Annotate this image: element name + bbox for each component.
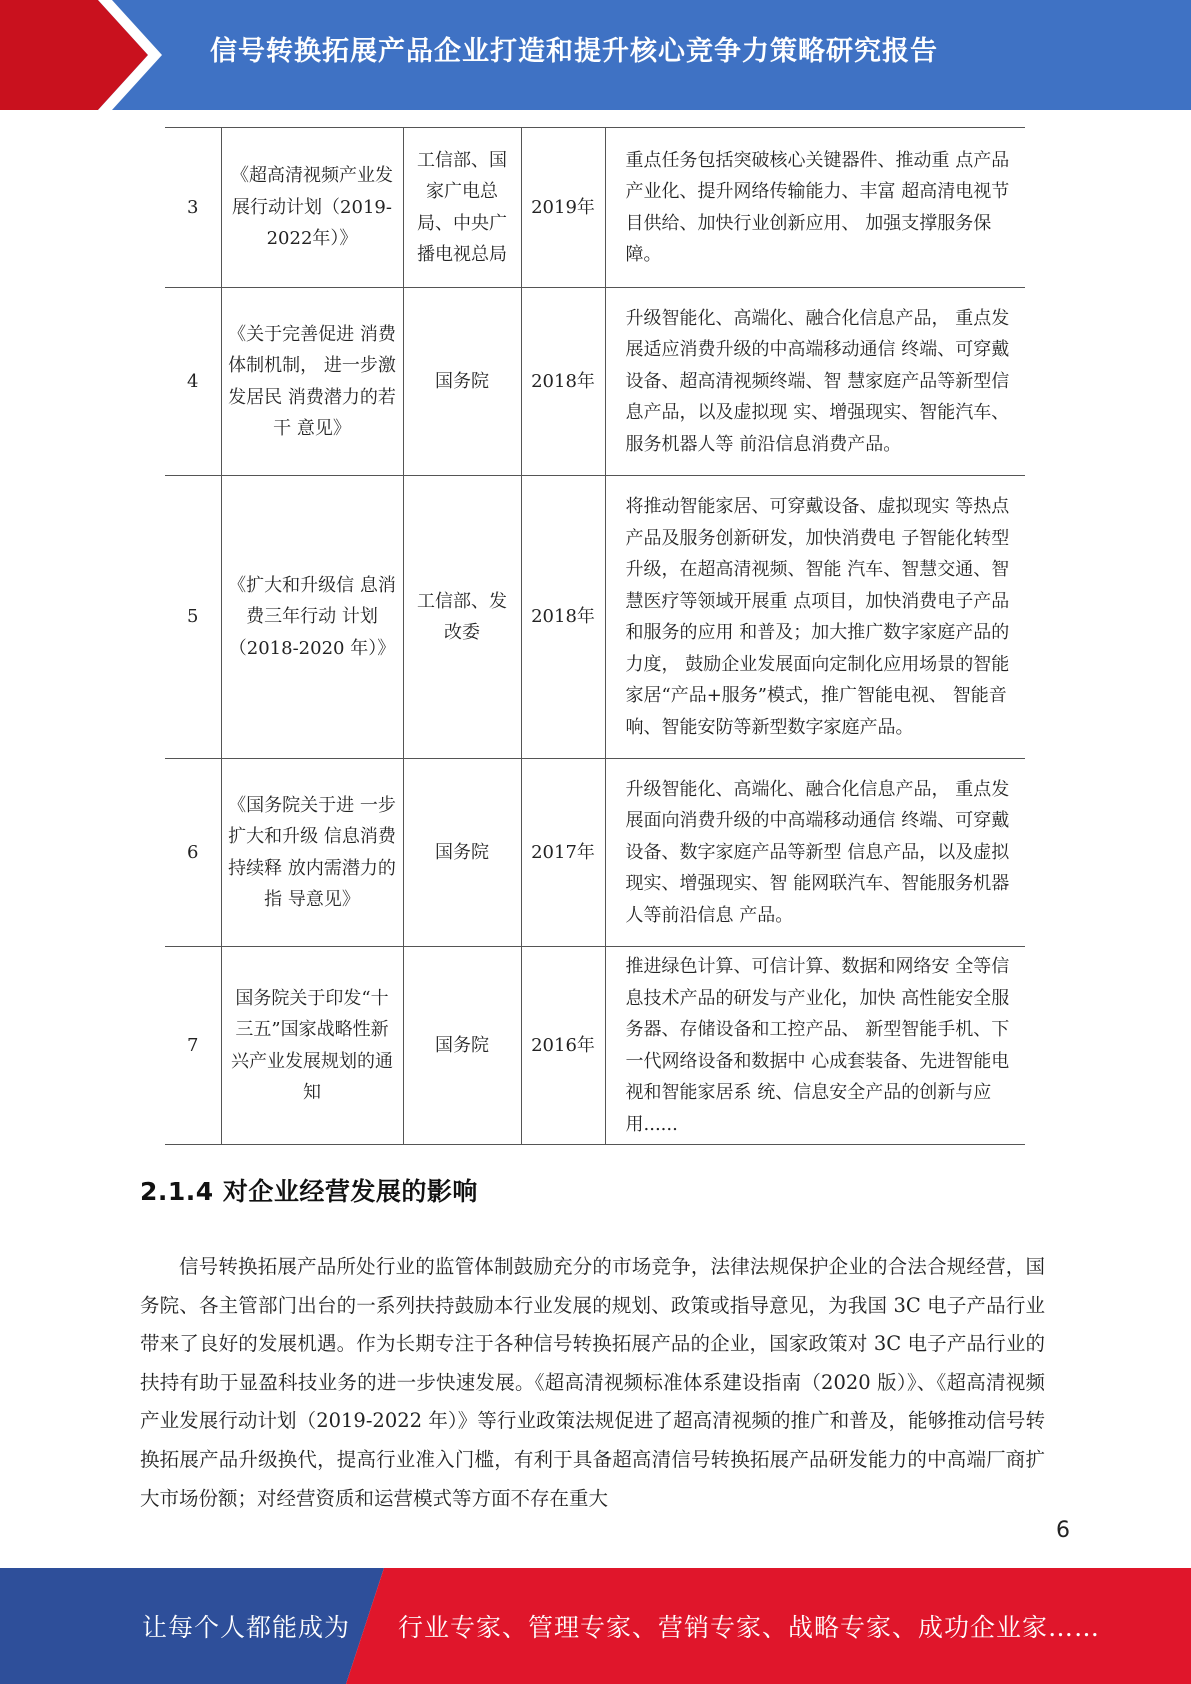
table-row <box>165 947 1025 1145</box>
issue-year: 2018年 <box>521 288 605 476</box>
issue-year: 2019年 <box>521 128 605 288</box>
policy-content: 推进绿色计算、可信计算、数据和网络安 全等信息技术产品的研发与产业化，加快 高性能安全服务器、存储设备和工控产品、 新型智能手机、下一代网络设备和数据中 心成套装备、先进智能电视和智能家居系 统、信息安全产品的创新与应用...... <box>605 947 1025 1145</box>
row-number: 5 <box>165 476 221 759</box>
issue-year: 2016年 <box>521 947 605 1145</box>
footer-slogan-right: 行业专家、管理专家、营销专家、战略专家、成功企业家…… <box>398 1613 1101 1642</box>
table-row <box>165 759 1025 947</box>
issuing-org: 国务院 <box>403 947 521 1145</box>
policy-table <box>165 127 1025 1145</box>
row-number: 7 <box>165 947 221 1145</box>
table-row <box>165 476 1025 759</box>
policy-content: 升级智能化、高端化、融合化信息产品， 重点发展面向消费升级的中高端移动通信 终端、可穿戴设备、数字家庭产品等新型 信息产品，以及虚拟现实、增强现实、智 能网联汽车、智能服务机器人等前沿信息 产品。 <box>605 759 1025 947</box>
section-heading: 2.1.4 对企业经营发展的影响 <box>140 1177 478 1206</box>
issue-year: 2018年 <box>521 476 605 759</box>
issue-year: 2017年 <box>521 759 605 947</box>
policy-content: 升级智能化、高端化、融合化信息产品， 重点发展适应消费升级的中高端移动通信 终端、可穿戴设备、超高清视频终端、智 慧家庭产品等新型信息产品，以及虚拟现 实、增强现实、智能汽车、服务机器人等 前沿信息消费产品。 <box>605 288 1025 476</box>
policy-content: 重点任务包括突破核心关键器件、推动重 点产品产业化、提升网络传输能力、丰富 超高清电视节目供给、加快行业创新应用、 加强支撑服务保障。 <box>605 128 1025 288</box>
page-header <box>0 0 1191 110</box>
footer-slogan-left: 让每个人都能成为 <box>142 1613 351 1642</box>
row-number: 6 <box>165 759 221 947</box>
policy-name: 《扩大和升级信 息消费三年行动 计划（2018-2020 年）》 <box>221 476 403 759</box>
body-paragraph: 信号转换拓展产品所处行业的监管体制鼓励充分的市场竞争，法律法规保护企业的合法合规经营，国务院、各主管部门出台的一系列扶持鼓励本行业发展的规划、政策或指导意见，为我国 3C 电子产品行业带来了良好的发展机遇。作为长期专注于各种信号转换拓展产品的企业，国家政策对 3C 电子产品行业的扶持有助于显盈科技业务的进一步快速发展。《超高清视频标准体系建设指南（2020 版）》、《超高清视频产业发展行动计划（2019-2022 年）》等行业政策法规促进了超高清视频的推广和普及，能够推动信号转换拓展产品升级换代，提高行业准入门槛，有利于具备超高清信号转换拓展产品研发能力的中高端厂商扩大市场份额；对经营资质和运营模式等方面不存在重大 <box>140 1255 1045 1510</box>
issuing-org: 国务院 <box>403 759 521 947</box>
policy-content: 将推动智能家居、可穿戴设备、虚拟现实 等热点产品及服务创新研发，加快消费电 子智能化转型升级，在超高清视频、智能 汽车、智慧交通、智慧医疗等领域开展重 点项目，加快消费电子产品和服务的应用 和普及；加大推广数字家庭产品的力度， 鼓励企业发展面向定制化应用场景的智能 家居“产品+服务”模式，推广智能电视、 智能音响、智能安防等新型数字家庭产品。 <box>605 476 1025 759</box>
page-footer <box>0 1568 1191 1684</box>
issuing-org: 工信部、国家广电总局、中央广播电视总局 <box>403 128 521 288</box>
page-number: 6 <box>1056 1518 1070 1543</box>
policy-name: 国务院关于印发“十三五”国家战略性新兴产业发展规划的通知 <box>221 947 403 1145</box>
row-number: 3 <box>165 128 221 288</box>
row-number: 4 <box>165 288 221 476</box>
report-title: 信号转换拓展产品企业打造和提升核心竞争力策略研究报告 <box>210 36 938 67</box>
issuing-org: 国务院 <box>403 288 521 476</box>
table-row <box>165 288 1025 476</box>
policy-name: 《超高清视频产业发展行动计划（2019-2022年）》 <box>221 128 403 288</box>
issuing-org: 工信部、发改委 <box>403 476 521 759</box>
policy-name: 《国务院关于进 一步扩大和升级 信息消费持续释 放内需潜力的指 导意见》 <box>221 759 403 947</box>
table-row <box>165 128 1025 288</box>
policy-name: 《关于完善促进 消费体制机制， 进一步激发居民 消费潜力的若干 意见》 <box>221 288 403 476</box>
